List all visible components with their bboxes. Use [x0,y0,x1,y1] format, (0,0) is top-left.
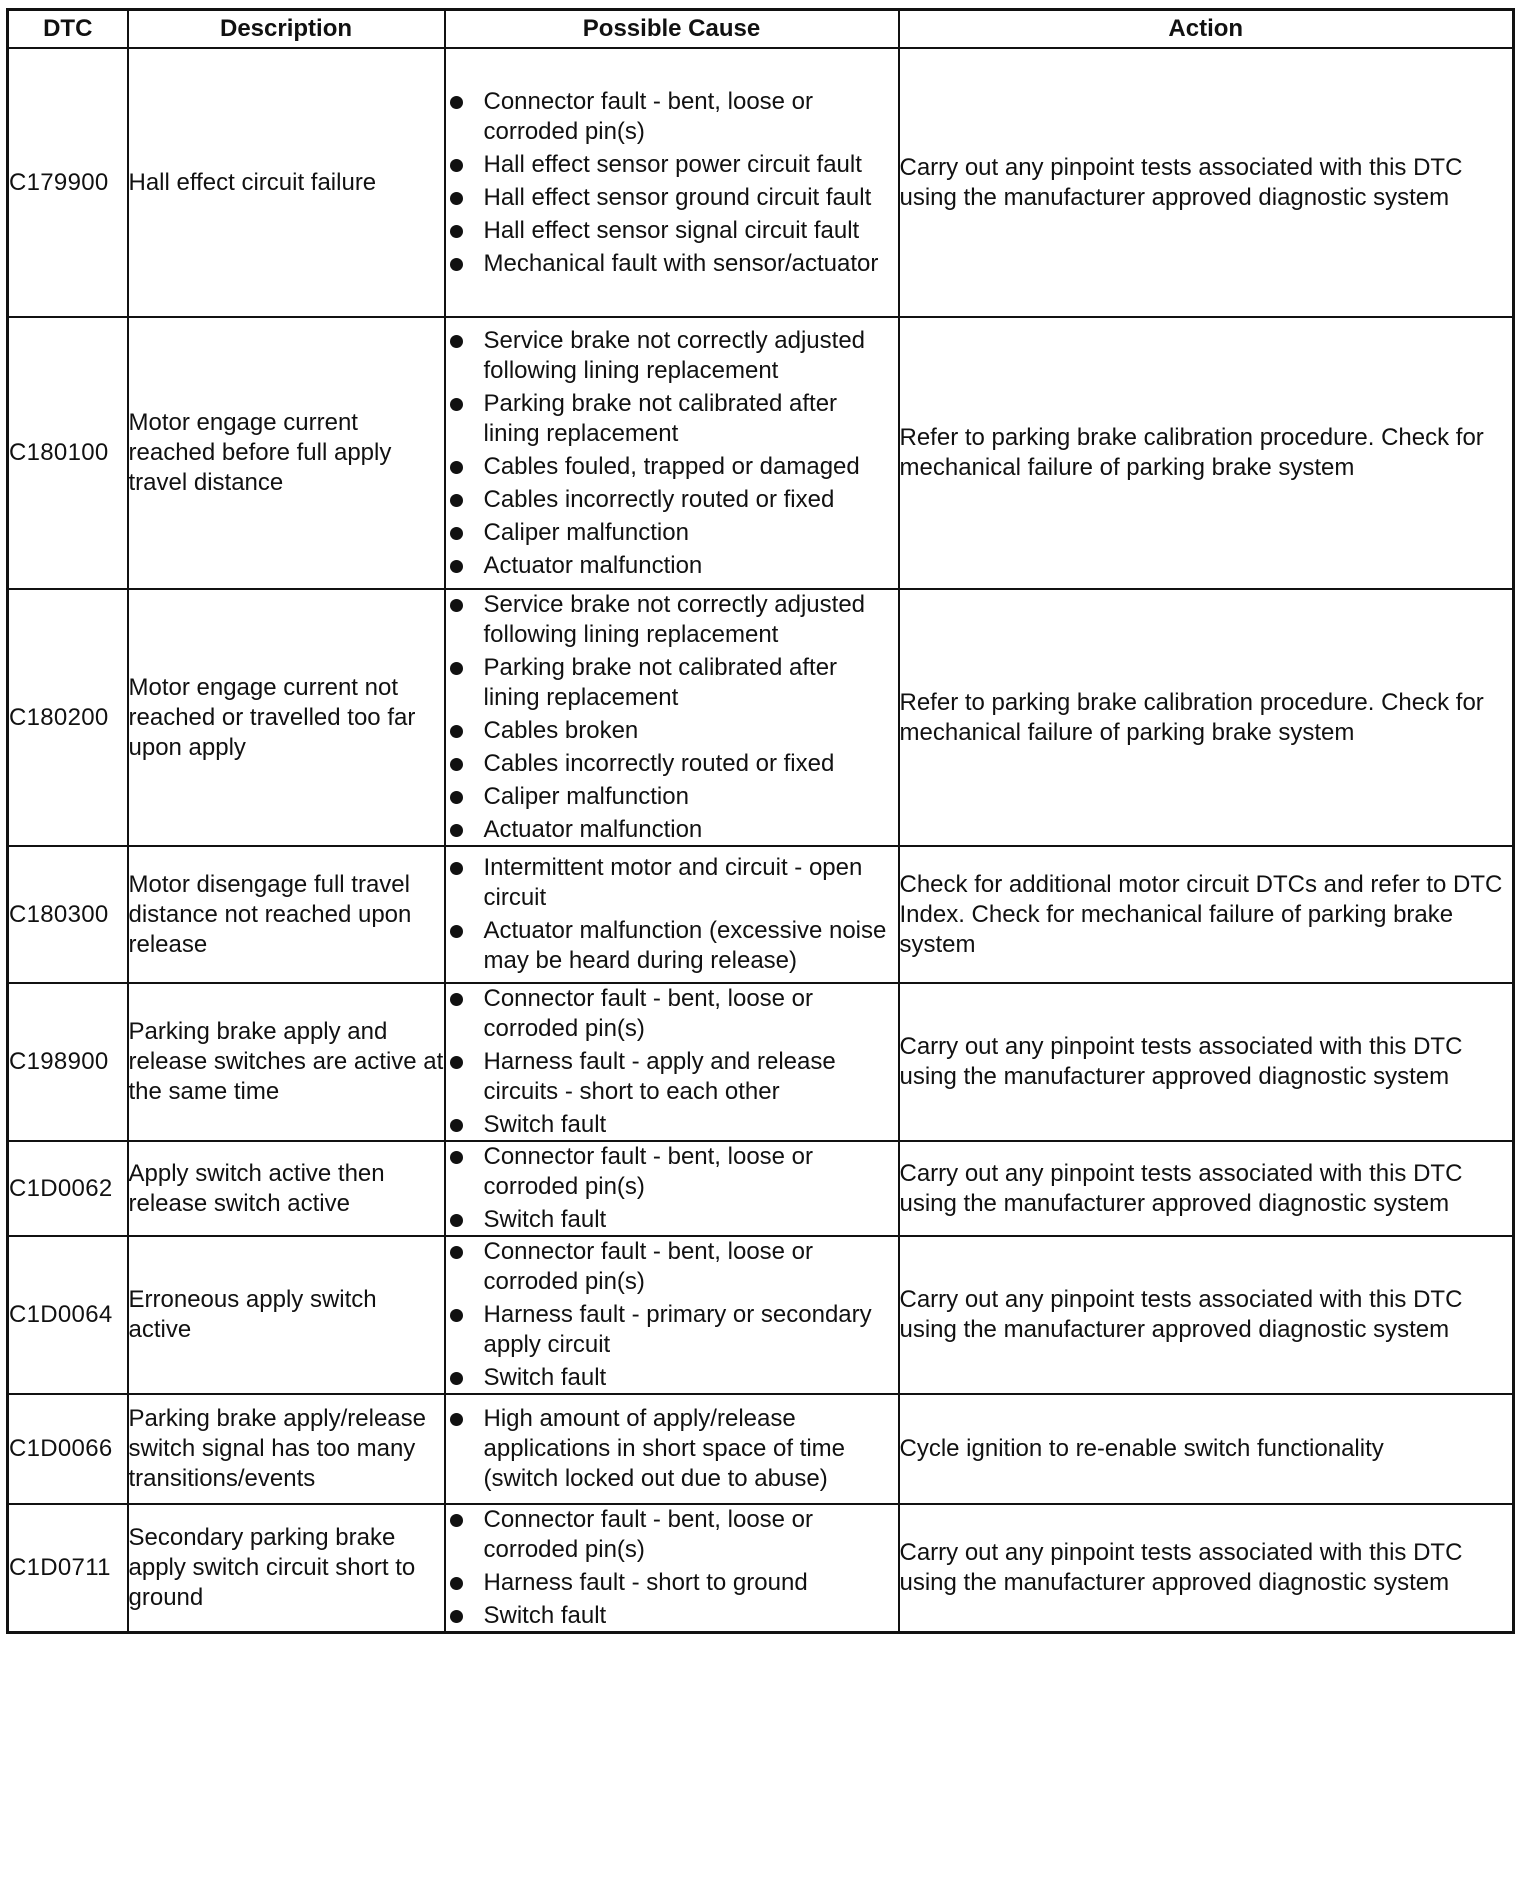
table-row [8,1504,1514,1633]
possible-cause-list [446,984,898,1140]
dtc-action: Carry out any pinpoint tests associated with this DTC using the manufacturer approved diagnostic system [899,48,1514,317]
cause-text: Hall effect sensor signal circuit fault [483,216,860,244]
possible-cause-cell [445,1394,899,1504]
possible-cause-cell [445,1236,899,1394]
bullet-icon [450,258,463,271]
dtc-action: Carry out any pinpoint tests associated with this DTC using the manufacturer approved diagnostic system [899,1141,1514,1236]
dtc-action: Carry out any pinpoint tests associated with this DTC using the manufacturer approved diagnostic system [899,983,1514,1141]
header-possible-cause: Possible Cause [445,10,899,49]
cause-text: Connector fault - bent, loose or corroded pin(s) [483,1143,814,1200]
bullet-icon [450,1056,463,1069]
bullet-icon [450,1151,463,1164]
dtc-description: Motor disengage full travel distance not reached upon release [128,846,445,983]
bullet-icon [450,758,463,771]
possible-cause-cell [445,846,899,983]
dtc-description: Motor engage current not reached or travelled too far upon apply [128,589,445,846]
header-row [8,10,1514,49]
cause-text: Caliper malfunction [483,783,689,810]
cause-text: Connector fault - bent, loose or corroded pin(s) [483,1238,814,1295]
possible-cause-list [446,853,898,976]
dtc-document [6,8,1512,1634]
possible-cause-cell [445,1504,899,1633]
possible-cause-list [446,1404,898,1494]
possible-cause-cell [445,589,899,846]
possible-cause-cell [445,317,899,589]
cause-text: Switch fault [483,1364,607,1391]
cause-list-item [446,518,898,548]
cause-list-item [446,1601,898,1631]
dtc-action: Carry out any pinpoint tests associated with this DTC using the manufacturer approved diagnostic system [899,1504,1514,1633]
possible-cause-list [446,326,898,581]
cause-text: Switch fault [483,1206,607,1233]
cause-list-item [446,150,898,180]
cause-list-item [446,183,898,213]
possible-cause-list [446,590,898,845]
cause-text: Harness fault - primary or secondary apply circuit [483,1301,872,1358]
bullet-icon [450,1413,463,1426]
bullet-icon [450,1610,463,1623]
cause-list-item [446,916,898,976]
dtc-code: C1D0062 [8,1141,128,1236]
cause-list-item [446,326,898,386]
table-row [8,48,1514,317]
bullet-icon [450,925,463,938]
cause-list-item [446,590,898,650]
cause-list-item [446,1505,898,1565]
bullet-icon [450,662,463,675]
dtc-action: Refer to parking brake calibration procedure. Check for mechanical failure of parking brake system [899,317,1514,589]
bullet-icon [450,494,463,507]
dtc-code: C1D0064 [8,1236,128,1394]
table-row [8,983,1514,1141]
dtc-description: Hall effect circuit failure [128,48,445,317]
cause-text: Actuator malfunction [483,551,703,579]
possible-cause-list [446,1505,898,1631]
cause-list-item [446,452,898,482]
possible-cause-cell [445,1141,899,1236]
bullet-icon [450,527,463,540]
cause-list-item [446,716,898,746]
cause-text: High amount of apply/release applications in short space of time (switch locked out due to abuse) [483,1405,846,1492]
bullet-icon [450,1246,463,1259]
bullet-icon [450,599,463,612]
bullet-icon [450,725,463,738]
cause-list-item [446,853,898,913]
bullet-icon [450,993,463,1006]
cause-text: Hall effect sensor ground circuit fault [483,183,872,211]
cause-text: Cables broken [483,717,639,744]
cause-list-item [446,485,898,515]
bullet-icon [450,398,463,411]
cause-text: Connector fault - bent, loose or corroded pin(s) [483,87,814,145]
cause-text: Cables incorrectly routed or fixed [483,485,835,513]
cause-list-item [446,551,898,581]
cause-list-item [446,782,898,812]
cause-list-item [446,249,898,279]
table-row [8,1141,1514,1236]
dtc-action: Check for additional motor circuit DTCs and refer to DTC Index. Check for mechanical failure of parking brake system [899,846,1514,983]
bullet-icon [450,461,463,474]
cause-list-item [446,1404,898,1494]
dtc-description: Motor engage current reached before full apply travel distance [128,317,445,589]
cause-list-item [446,1568,898,1598]
dtc-description: Parking brake apply and release switches are active at the same time [128,983,445,1141]
possible-cause-list [446,87,898,279]
cause-list-item [446,1047,898,1107]
cause-text: Hall effect sensor power circuit fault [483,150,862,178]
cause-list-item [446,749,898,779]
table-row [8,846,1514,983]
header-description: Description [128,10,445,49]
possible-cause-list [446,1237,898,1393]
dtc-code: C1D0066 [8,1394,128,1504]
header-action: Action [899,10,1514,49]
cause-text: Mechanical fault with sensor/actuator [483,249,879,277]
bullet-icon [450,1214,463,1227]
cause-text: Connector fault - bent, loose or corroded pin(s) [483,1506,814,1563]
table-header [8,10,1514,49]
bullet-icon [450,225,463,238]
possible-cause-list [446,1142,898,1235]
dtc-description: Secondary parking brake apply switch circuit short to ground [128,1504,445,1633]
bullet-icon [450,1119,463,1132]
bullet-icon [450,335,463,348]
dtc-table [6,8,1515,1634]
possible-cause-cell [445,48,899,317]
table-body [8,48,1514,1633]
dtc-description: Erroneous apply switch active [128,1236,445,1394]
bullet-icon [450,791,463,804]
dtc-action: Cycle ignition to re-enable switch functionality [899,1394,1514,1504]
cause-list-item [446,1110,898,1140]
cause-list-item [446,216,898,246]
cause-text: Parking brake not calibrated after lining replacement [483,654,838,711]
dtc-code: C180100 [8,317,128,589]
cause-text: Switch fault [483,1602,607,1629]
cause-text: Connector fault - bent, loose or corroded pin(s) [483,985,814,1042]
dtc-code: C198900 [8,983,128,1141]
header-dtc: DTC [8,10,128,49]
dtc-action: Refer to parking brake calibration procedure. Check for mechanical failure of parking brake system [899,589,1514,846]
bullet-icon [450,862,463,875]
cause-text: Intermittent motor and circuit - open circuit [483,854,863,911]
cause-text: Actuator malfunction (excessive noise may be heard during release) [483,917,887,974]
bullet-icon [450,192,463,205]
bullet-icon [450,1309,463,1322]
cause-list-item [446,653,898,713]
cause-list-item [446,1363,898,1393]
cause-text: Harness fault - apply and release circuits - short to each other [483,1048,836,1105]
cause-list-item [446,1300,898,1360]
cause-text: Service brake not correctly adjusted following lining replacement [483,591,866,648]
cause-text: Switch fault [483,1111,607,1138]
cause-text: Harness fault - short to ground [483,1569,808,1596]
table-row [8,1394,1514,1504]
bullet-icon [450,1577,463,1590]
dtc-code: C179900 [8,48,128,317]
cause-list-item [446,815,898,845]
possible-cause-cell [445,983,899,1141]
table-row [8,589,1514,846]
cause-text: Caliper malfunction [483,518,689,546]
cause-text: Parking brake not calibrated after lining replacement [483,389,838,447]
cause-list-item [446,1237,898,1297]
bullet-icon [450,159,463,172]
cause-list-item [446,389,898,449]
bullet-icon [450,1372,463,1385]
cause-list-item [446,1205,898,1235]
dtc-action: Carry out any pinpoint tests associated with this DTC using the manufacturer approved diagnostic system [899,1236,1514,1394]
bullet-icon [450,560,463,573]
dtc-code: C1D0711 [8,1504,128,1633]
dtc-code: C180300 [8,846,128,983]
bullet-icon [450,96,463,109]
cause-text: Cables incorrectly routed or fixed [483,750,835,777]
dtc-description: Apply switch active then release switch active [128,1141,445,1236]
cause-text: Service brake not correctly adjusted following lining replacement [483,326,866,384]
table-row [8,317,1514,589]
cause-text: Actuator malfunction [483,816,703,843]
cause-list-item [446,87,898,147]
cause-text: Cables fouled, trapped or damaged [483,452,860,480]
cause-list-item [446,1142,898,1202]
cause-list-item [446,984,898,1044]
bullet-icon [450,1514,463,1527]
table-row [8,1236,1514,1394]
dtc-description: Parking brake apply/release switch signal has too many transitions/events [128,1394,445,1504]
dtc-code: C180200 [8,589,128,846]
bullet-icon [450,824,463,837]
